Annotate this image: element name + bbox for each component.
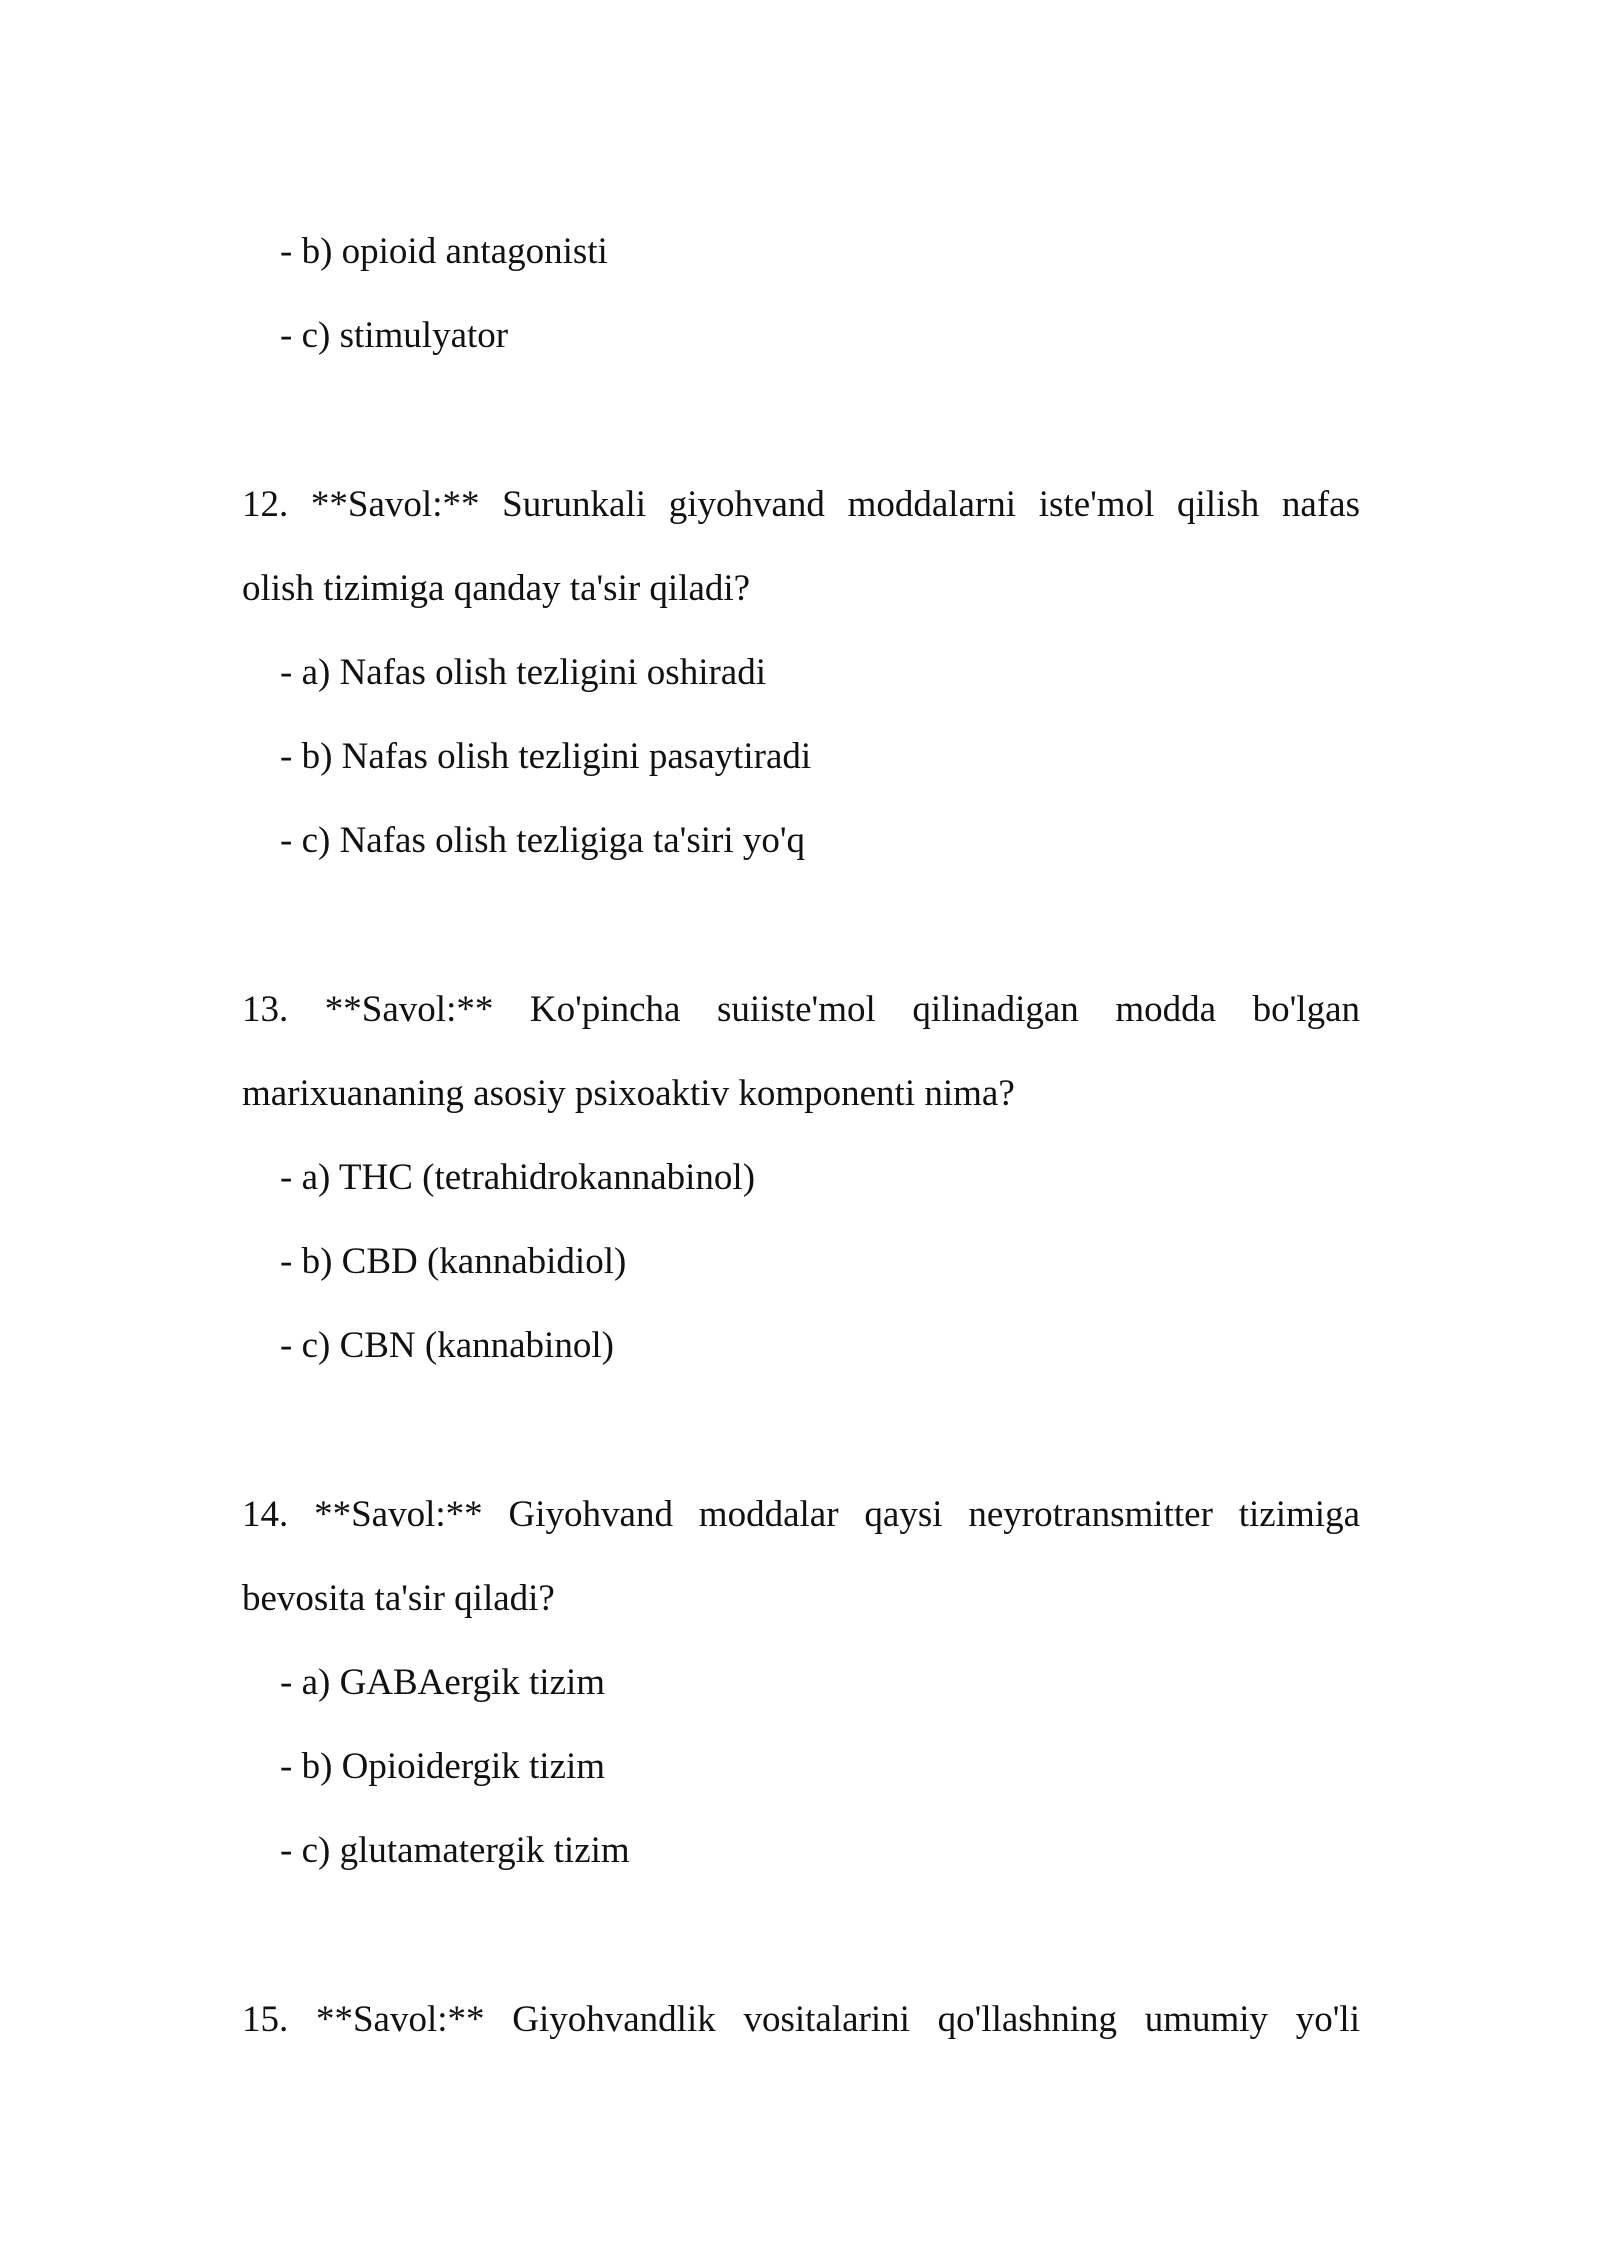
question-13-option-b: - b) CBD (kannabidiol) bbox=[280, 1241, 627, 1282]
question-13-line-1: 13. **Savol:** Ko'pincha suiiste'mol qilinadigan modda bo'lgan bbox=[242, 989, 1360, 1030]
question-12-line-1: 12. **Savol:** Surunkali giyohvand moddalarni iste'mol qilish nafas bbox=[242, 484, 1360, 525]
question-14-option-c: - c) glutamatergik tizim bbox=[280, 1830, 630, 1871]
question-13-option-a: - a) THC (tetrahidrokannabinol) bbox=[280, 1157, 756, 1198]
question-13-option-c: - c) CBN (kannabinol) bbox=[280, 1325, 614, 1366]
option-c-stimulant: - c) stimulyator bbox=[280, 315, 509, 356]
question-14-option-b: - b) Opioidergik tizim bbox=[280, 1746, 606, 1787]
option-b-opioid-antagonist: - b) opioid antagonisti bbox=[280, 231, 608, 272]
question-14-option-a: - a) GABAergik tizim bbox=[280, 1662, 606, 1703]
question-13-line-2: marixuananing asosiy psixoaktiv komponenti nima? bbox=[242, 1073, 1015, 1114]
question-15-line-1: 15. **Savol:** Giyohvandlik vositalarini qo'llashning umumiy yo'li bbox=[242, 1999, 1360, 2040]
question-12-line-2: olish tizimiga qanday ta'sir qiladi? bbox=[242, 568, 751, 609]
question-14-line-1: 14. **Savol:** Giyohvand moddalar qaysi neyrotransmitter tizimiga bbox=[242, 1494, 1360, 1535]
question-12-option-a: - a) Nafas olish tezligini oshiradi bbox=[280, 652, 767, 693]
question-12-option-c: - c) Nafas olish tezligiga ta'siri yo'q bbox=[280, 820, 806, 861]
question-12-option-b: - b) Nafas olish tezligini pasaytiradi bbox=[280, 736, 812, 777]
question-14-line-2: bevosita ta'sir qiladi? bbox=[242, 1578, 555, 1619]
